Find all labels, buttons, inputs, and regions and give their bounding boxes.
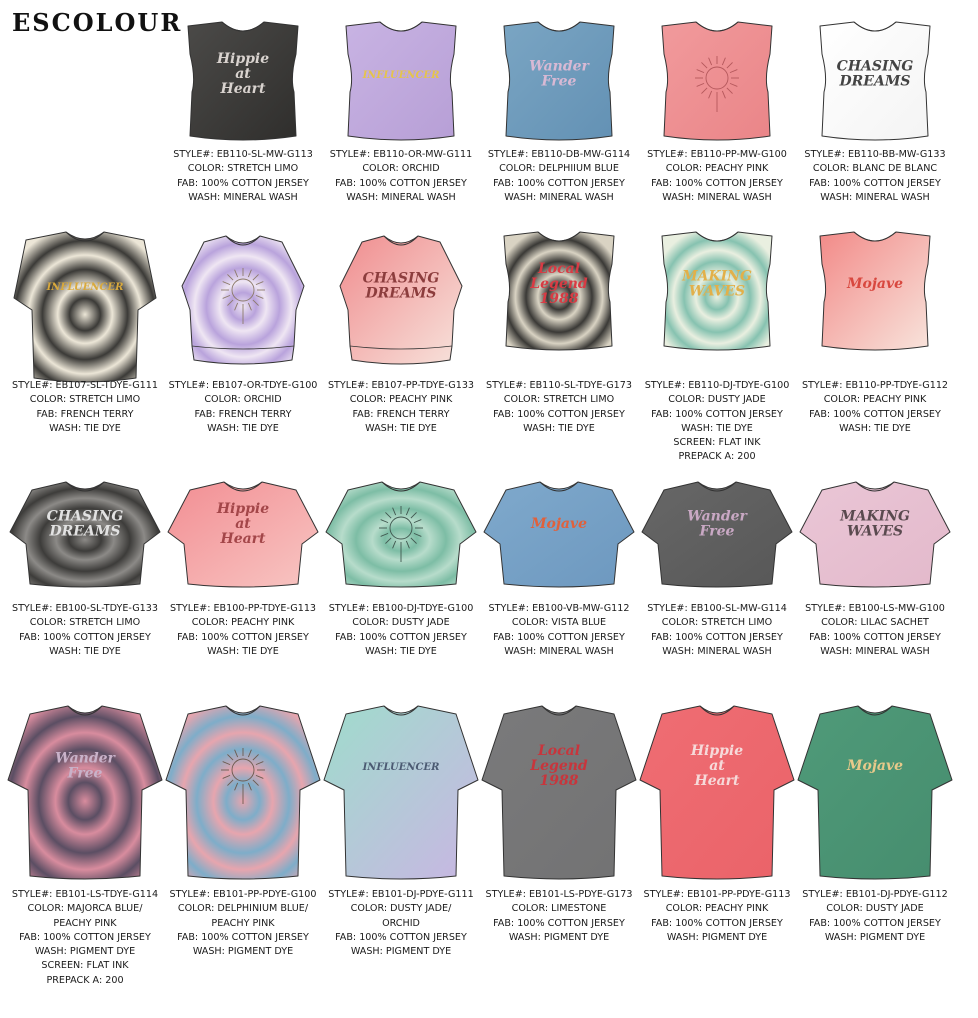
svg-text:Legend: Legend: [530, 758, 588, 774]
brand-logo: ESCOLOUR: [12, 8, 183, 37]
product-spec: [480, 888, 638, 945]
garment-body: [798, 706, 952, 879]
product-spec: [638, 602, 796, 659]
svg-text:1988: 1988: [539, 773, 579, 789]
spec-line: STYLE#: EB100-DJ-TDYE-G100: [328, 603, 474, 614]
product-spec: [164, 379, 322, 436]
garment-illustration: [6, 228, 164, 376]
garment-body: [326, 482, 476, 587]
garment-illustration: [322, 228, 480, 376]
garment-body: [8, 706, 162, 879]
spec-line: PREPACK A: 200: [46, 974, 124, 986]
garment-body: [640, 706, 794, 879]
spec-line: WASH: MINERAL WASH: [662, 645, 772, 657]
svg-text:Hippie: Hippie: [216, 501, 270, 517]
product-spec: [480, 148, 638, 205]
spec-line: WASH: TIE DYE: [49, 645, 121, 657]
svg-text:Wander: Wander: [687, 508, 747, 525]
spec-line: FAB: 100% COTTON JERSEY: [651, 408, 783, 420]
garment-illustration: [480, 700, 638, 848]
spec-line: COLOR: BLANC DE BLANC: [812, 163, 938, 175]
spec-line: SCREEN: FLAT INK: [673, 437, 761, 449]
spec-line: FAB: 100% COTTON JERSEY: [493, 917, 625, 929]
spec-line: STYLE#: EB107-OR-TDYE-G100: [168, 380, 318, 391]
product-spec: [638, 148, 796, 205]
spec-line: WASH: TIE DYE: [681, 422, 753, 434]
spec-line: FAB: FRENCH TERRY: [352, 408, 450, 420]
svg-text:Hippie: Hippie: [216, 51, 270, 67]
spec-line: SCREEN: FLAT INK: [41, 960, 129, 972]
svg-text:WAVES: WAVES: [688, 283, 746, 300]
svg-text:Mojave: Mojave: [846, 276, 904, 292]
spec-line: WASH: PIGMENT DYE: [666, 931, 768, 943]
spec-line: FAB: 100% COTTON JERSEY: [809, 917, 941, 929]
spec-line: STYLE#: EB100-PP-TDYE-G113: [169, 603, 317, 614]
spec-line: WASH: TIE DYE: [49, 422, 121, 434]
garment-body: [324, 706, 478, 879]
spec-line: COLOR: STRETCH LIMO: [661, 617, 773, 629]
svg-text:INFLUENCER: INFLUENCER: [362, 762, 440, 773]
spec-line: COLOR: ORCHID: [362, 163, 440, 175]
svg-text:Mojave: Mojave: [846, 758, 904, 774]
svg-text:Mojave: Mojave: [530, 516, 588, 532]
garment-illustration: [480, 18, 638, 166]
product-spec: [322, 602, 480, 659]
svg-text:Free: Free: [541, 73, 577, 90]
spec-line: WASH: MINERAL WASH: [820, 191, 930, 203]
spec-line: COLOR: LILAC SACHET: [821, 617, 929, 629]
spec-line: STYLE#: EB100-SL-TDYE-G133: [11, 603, 158, 614]
garment-body: [182, 236, 304, 364]
spec-line: COLOR: DUSTY JADE/: [350, 903, 452, 915]
spec-line: WASH: TIE DYE: [365, 422, 437, 434]
garment-illustration: [6, 700, 164, 848]
spec-line: COLOR: PEACHY PINK: [191, 617, 295, 629]
spec-line: STYLE#: EB100-SL-MW-G114: [647, 603, 787, 614]
product-spec: [164, 602, 322, 659]
spec-line: WASH: PIGMENT DYE: [824, 931, 926, 943]
spec-line: COLOR: PEACHY PINK: [349, 394, 453, 406]
spec-line: FAB: 100% COTTON JERSEY: [177, 931, 309, 943]
spec-line: STYLE#: EB107-SL-TDYE-G111: [11, 380, 158, 391]
spec-line: COLOR: PEACHY PINK: [665, 903, 769, 915]
product-spec: [6, 379, 164, 436]
spec-line: COLOR: VISTA BLUE: [511, 617, 607, 629]
spec-line: WASH: MINERAL WASH: [504, 645, 614, 657]
product-spec: [796, 888, 954, 945]
spec-line: COLOR: MAJORCA BLUE/: [27, 903, 143, 915]
garment-body: [482, 706, 636, 879]
spec-line: FAB: 100% COTTON JERSEY: [651, 177, 783, 189]
svg-text:WAVES: WAVES: [846, 523, 904, 540]
spec-line: FAB: 100% COTTON JERSEY: [177, 631, 309, 643]
spec-line: STYLE#: EB107-PP-TDYE-G133: [327, 380, 475, 391]
svg-text:at: at: [235, 516, 251, 532]
spec-line: FAB: 100% COTTON JERSEY: [493, 177, 625, 189]
spec-line: FAB: 100% COTTON JERSEY: [493, 408, 625, 420]
spec-line: WASH: TIE DYE: [207, 422, 279, 434]
spec-line: WASH: MINERAL WASH: [346, 191, 456, 203]
spec-line: COLOR: DUSTY JADE: [668, 394, 766, 406]
spec-line: WASH: TIE DYE: [365, 645, 437, 657]
svg-text:DREAMS: DREAMS: [365, 285, 437, 302]
spec-line: STYLE#: EB101-DJ-PDYE-G111: [328, 889, 474, 900]
garment-illustration: [480, 228, 638, 376]
spec-line: FAB: 100% COTTON JERSEY: [19, 931, 151, 943]
svg-text:Local: Local: [537, 261, 581, 277]
garment-illustration: [796, 18, 954, 166]
spec-line: COLOR: DUSTY JADE: [352, 617, 450, 629]
garment-body: [662, 22, 772, 140]
garment-illustration: [638, 228, 796, 376]
product-spec: [796, 379, 954, 436]
garment-illustration: [796, 700, 954, 848]
product-spec: [638, 379, 796, 465]
product-spec: [322, 379, 480, 436]
svg-text:CHASING: CHASING: [46, 508, 124, 525]
spec-line: STYLE#: EB100-LS-MW-G100: [805, 603, 945, 614]
svg-text:1988: 1988: [539, 291, 579, 307]
spec-line: COLOR: DELPHIIUM BLUE: [499, 163, 619, 175]
spec-line: FAB: 100% COTTON JERSEY: [809, 631, 941, 643]
svg-text:Legend: Legend: [530, 276, 588, 292]
spec-line: STYLE#: EB110-PP-TDYE-G112: [801, 380, 949, 391]
spec-line: STYLE#: EB110-SL-TDYE-G173: [485, 380, 632, 391]
spec-line: ORCHID: [382, 917, 420, 929]
spec-line: FAB: 100% COTTON JERSEY: [19, 631, 151, 643]
product-spec: [322, 148, 480, 205]
spec-line: COLOR: STRETCH LIMO: [503, 394, 615, 406]
spec-line: STYLE#: EB110-OR-MW-G111: [329, 149, 473, 160]
svg-text:CHASING: CHASING: [362, 270, 440, 287]
spec-line: WASH: PIGMENT DYE: [192, 946, 294, 958]
spec-line: PREPACK A: 200: [678, 451, 756, 463]
spec-line: WASH: MINERAL WASH: [188, 191, 298, 203]
spec-line: COLOR: LIMESTONE: [511, 903, 607, 915]
spec-line: STYLE#: EB110-BB-MW-G133: [804, 149, 946, 160]
svg-text:MAKING: MAKING: [840, 508, 910, 525]
spec-line: WASH: TIE DYE: [839, 422, 911, 434]
spec-line: WASH: TIE DYE: [207, 645, 279, 657]
spec-line: FAB: FRENCH TERRY: [194, 408, 292, 420]
spec-line: FAB: 100% COTTON JERSEY: [493, 631, 625, 643]
product-spec: [638, 888, 796, 945]
garment-illustration: [322, 18, 480, 166]
svg-text:Hippie: Hippie: [690, 743, 744, 759]
spec-line: COLOR: STRETCH LIMO: [187, 163, 299, 175]
spec-line: FAB: 100% COTTON JERSEY: [809, 408, 941, 420]
product-spec: [796, 148, 954, 205]
product-spec: [796, 602, 954, 659]
svg-text:DREAMS: DREAMS: [49, 523, 121, 540]
spec-line: FAB: 100% COTTON JERSEY: [335, 631, 467, 643]
spec-line: COLOR: PEACHY PINK: [665, 163, 769, 175]
spec-line: FAB: 100% COTTON JERSEY: [335, 931, 467, 943]
spec-line: COLOR: STRETCH LIMO: [29, 617, 141, 629]
product-spec: [164, 888, 322, 959]
svg-text:Free: Free: [699, 523, 735, 540]
product-spec: [480, 602, 638, 659]
spec-line: STYLE#: EB100-VB-MW-G112: [488, 603, 630, 614]
svg-text:Heart: Heart: [220, 81, 266, 97]
spec-line: WASH: MINERAL WASH: [662, 191, 772, 203]
garment-body: [484, 482, 634, 587]
garment-illustration: [638, 700, 796, 848]
garment-illustration: [164, 228, 322, 376]
garment-illustration: [322, 700, 480, 848]
svg-text:INFLUENCER: INFLUENCER: [362, 70, 440, 81]
svg-text:Heart: Heart: [220, 531, 266, 547]
product-spec: [164, 148, 322, 205]
spec-line: COLOR: DUSTY JADE: [826, 903, 924, 915]
product-spec: [322, 888, 480, 959]
spec-line: PEACHY PINK: [211, 917, 275, 929]
spec-line: FAB: FRENCH TERRY: [36, 408, 134, 420]
svg-text:Wander: Wander: [529, 58, 589, 75]
spec-line: STYLE#: EB110-DB-MW-G114: [487, 149, 631, 160]
spec-line: COLOR: PEACHY PINK: [823, 394, 927, 406]
spec-line: COLOR: ORCHID: [204, 394, 282, 406]
spec-line: FAB: 100% COTTON JERSEY: [651, 631, 783, 643]
svg-text:DREAMS: DREAMS: [839, 73, 911, 90]
garment-body: [14, 232, 156, 382]
spec-line: STYLE#: EB110-DJ-TDYE-G100: [644, 380, 790, 391]
spec-line: WASH: MINERAL WASH: [820, 645, 930, 657]
spec-line: STYLE#: EB101-PP-PDYE-G100: [169, 889, 317, 900]
spec-line: STYLE#: EB101-DJ-PDYE-G112: [802, 889, 948, 900]
spec-line: WASH: MINERAL WASH: [504, 191, 614, 203]
spec-line: FAB: 100% COTTON JERSEY: [177, 177, 309, 189]
svg-text:INFLUENCER: INFLUENCER: [46, 282, 124, 293]
garment-illustration: [638, 18, 796, 166]
spec-line: STYLE#: EB101-PP-PDYE-G113: [643, 889, 791, 900]
spec-line: STYLE#: EB101-LS-PDYE-G173: [485, 889, 633, 900]
svg-text:at: at: [235, 66, 251, 82]
spec-line: COLOR: STRETCH LIMO: [29, 394, 141, 406]
svg-text:Heart: Heart: [694, 773, 740, 789]
svg-text:Wander: Wander: [55, 750, 115, 767]
product-spec: [6, 888, 164, 988]
spec-line: COLOR: DELPHINIUM BLUE/: [177, 903, 309, 915]
garment-body: [346, 22, 456, 140]
spec-line: PEACHY PINK: [53, 917, 117, 929]
spec-line: WASH: PIGMENT DYE: [34, 946, 136, 958]
garment-illustration: [164, 700, 322, 848]
svg-text:CHASING: CHASING: [836, 58, 914, 75]
spec-line: STYLE#: EB110-PP-MW-G100: [647, 149, 787, 160]
spec-line: FAB: 100% COTTON JERSEY: [809, 177, 941, 189]
svg-text:MAKING: MAKING: [682, 268, 752, 285]
spec-line: STYLE#: EB110-SL-MW-G113: [173, 149, 313, 160]
garment-illustration: [164, 18, 322, 166]
svg-text:Free: Free: [67, 765, 103, 782]
product-spec: [6, 602, 164, 659]
spec-line: FAB: 100% COTTON JERSEY: [651, 917, 783, 929]
spec-line: WASH: PIGMENT DYE: [350, 946, 452, 958]
product-spec: [480, 379, 638, 436]
spec-line: FAB: 100% COTTON JERSEY: [335, 177, 467, 189]
svg-text:at: at: [709, 758, 725, 774]
spec-line: WASH: PIGMENT DYE: [508, 931, 610, 943]
spec-line: STYLE#: EB101-LS-TDYE-G114: [11, 889, 159, 900]
svg-text:Local: Local: [537, 743, 581, 759]
garment-illustration: [796, 228, 954, 376]
spec-line: WASH: TIE DYE: [523, 422, 595, 434]
